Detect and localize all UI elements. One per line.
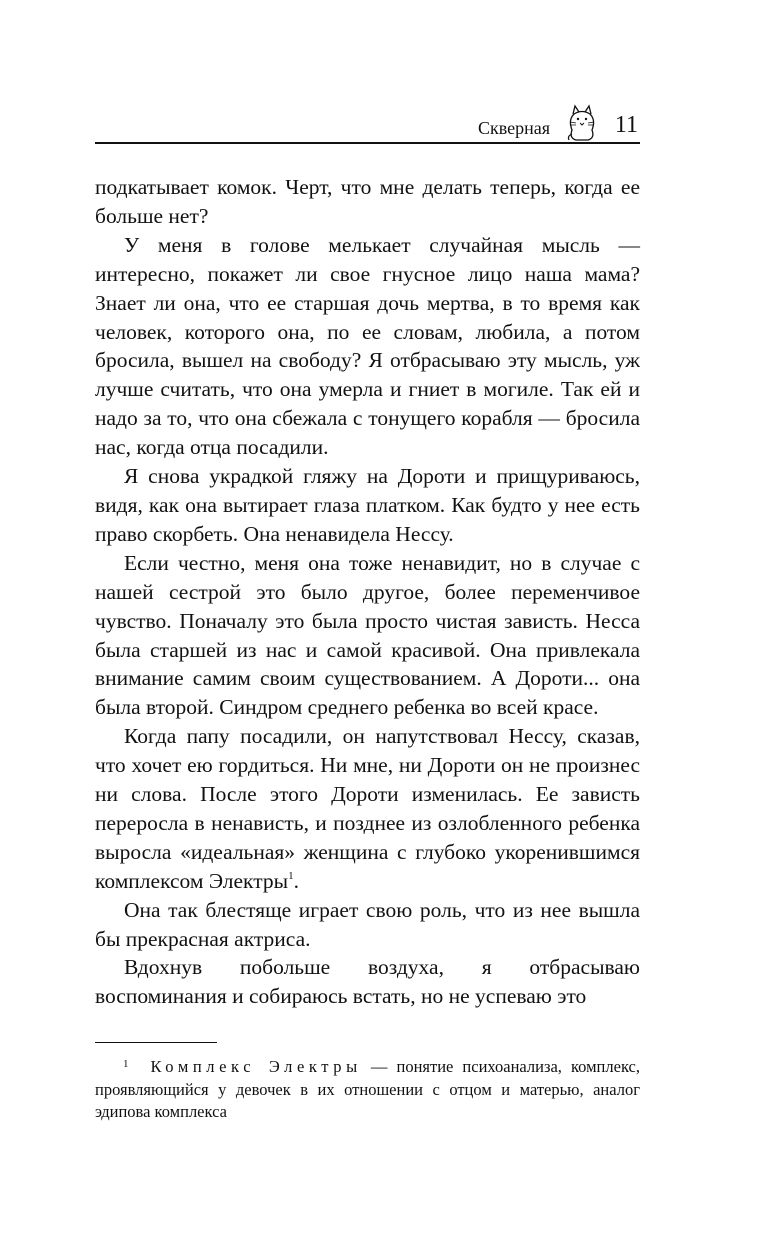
paragraph-5 <box>95 722 640 895</box>
paragraph-5-text: Когда папу посадили, он напутствовал Нессу, сказав, что хочет ею гордиться. Ни мне, ни Дороти он не произнес ни слова. После этого Дороти изменилась. Ее зависть переросла в ненависть, и позднее из озлобленного ребенка выросла «идеальная» женщина с глубоко укоренившимся комплексом Электры <box>95 724 640 893</box>
header-rule <box>95 142 640 144</box>
running-title: Скверная <box>477 118 550 138</box>
cat-ornament-icon <box>564 100 600 142</box>
running-header <box>95 98 640 142</box>
paragraph-6: Она так блестяще играет свою роль, что из нее вышла бы прекрасная актриса. <box>95 897 640 951</box>
paragraph-2: У меня в голове мелькает случайная мысль — интересно, покажет ли свое гнусное лицо наша мама? Знает ли она, что ее старшая дочь мертва, в то время как человек, которого она, по ее словам, любила, а потом бросила, вышел на свободу? Я отбрасываю эту мысль, уж лучше считать, что она умерла и гниет в могиле. Так ей и надо за то, что она сбежала с тонущего корабля — бросила нас, когда отца посадили. <box>95 232 640 460</box>
footnote-mark: 1 <box>123 1058 129 1070</box>
footnote-rule <box>95 1042 217 1043</box>
footnote-paragraph <box>95 1053 640 1124</box>
body-text <box>95 173 640 1011</box>
paragraph-3: Я снова украдкой гляжу на Дороти и прищуриваюсь, видя, как она вытирает глаза платком. Как будто у нее есть право скорбеть. Она ненавидела Нессу. <box>95 464 640 546</box>
footnote-term: Комплекс Электры <box>150 1057 362 1076</box>
footnote-text: — понятие психоанализа, комплекс, проявляющийся у девочек в их отношении с отцом и матерью, аналог эдипова комплекса <box>95 1057 640 1121</box>
footnote <box>95 1053 640 1124</box>
footnote-reference[interactable]: 1 <box>288 869 294 882</box>
paragraph-7: Вдохнув побольше воздуха, я отбрасываю воспоминания и собираюсь встать, но не успеваю это <box>95 955 640 1009</box>
paragraph-5-end: . <box>293 868 299 893</box>
page-number: 11 <box>614 112 638 138</box>
paragraph-4: Если честно, меня она тоже ненавидит, но в случае с нашей сестрой это было другое, более переменчивое чувство. Поначалу это была просто чистая зависть. Несса была старшей из нас и самой красивой. Она привлекала внимание самим своим существованием. А Дороти... она была второй. Синдром среднего ребенка во всей красе. <box>95 550 640 720</box>
paragraph-1: подкатывает комок. Черт, что мне делать теперь, когда ее больше нет? <box>95 175 640 228</box>
